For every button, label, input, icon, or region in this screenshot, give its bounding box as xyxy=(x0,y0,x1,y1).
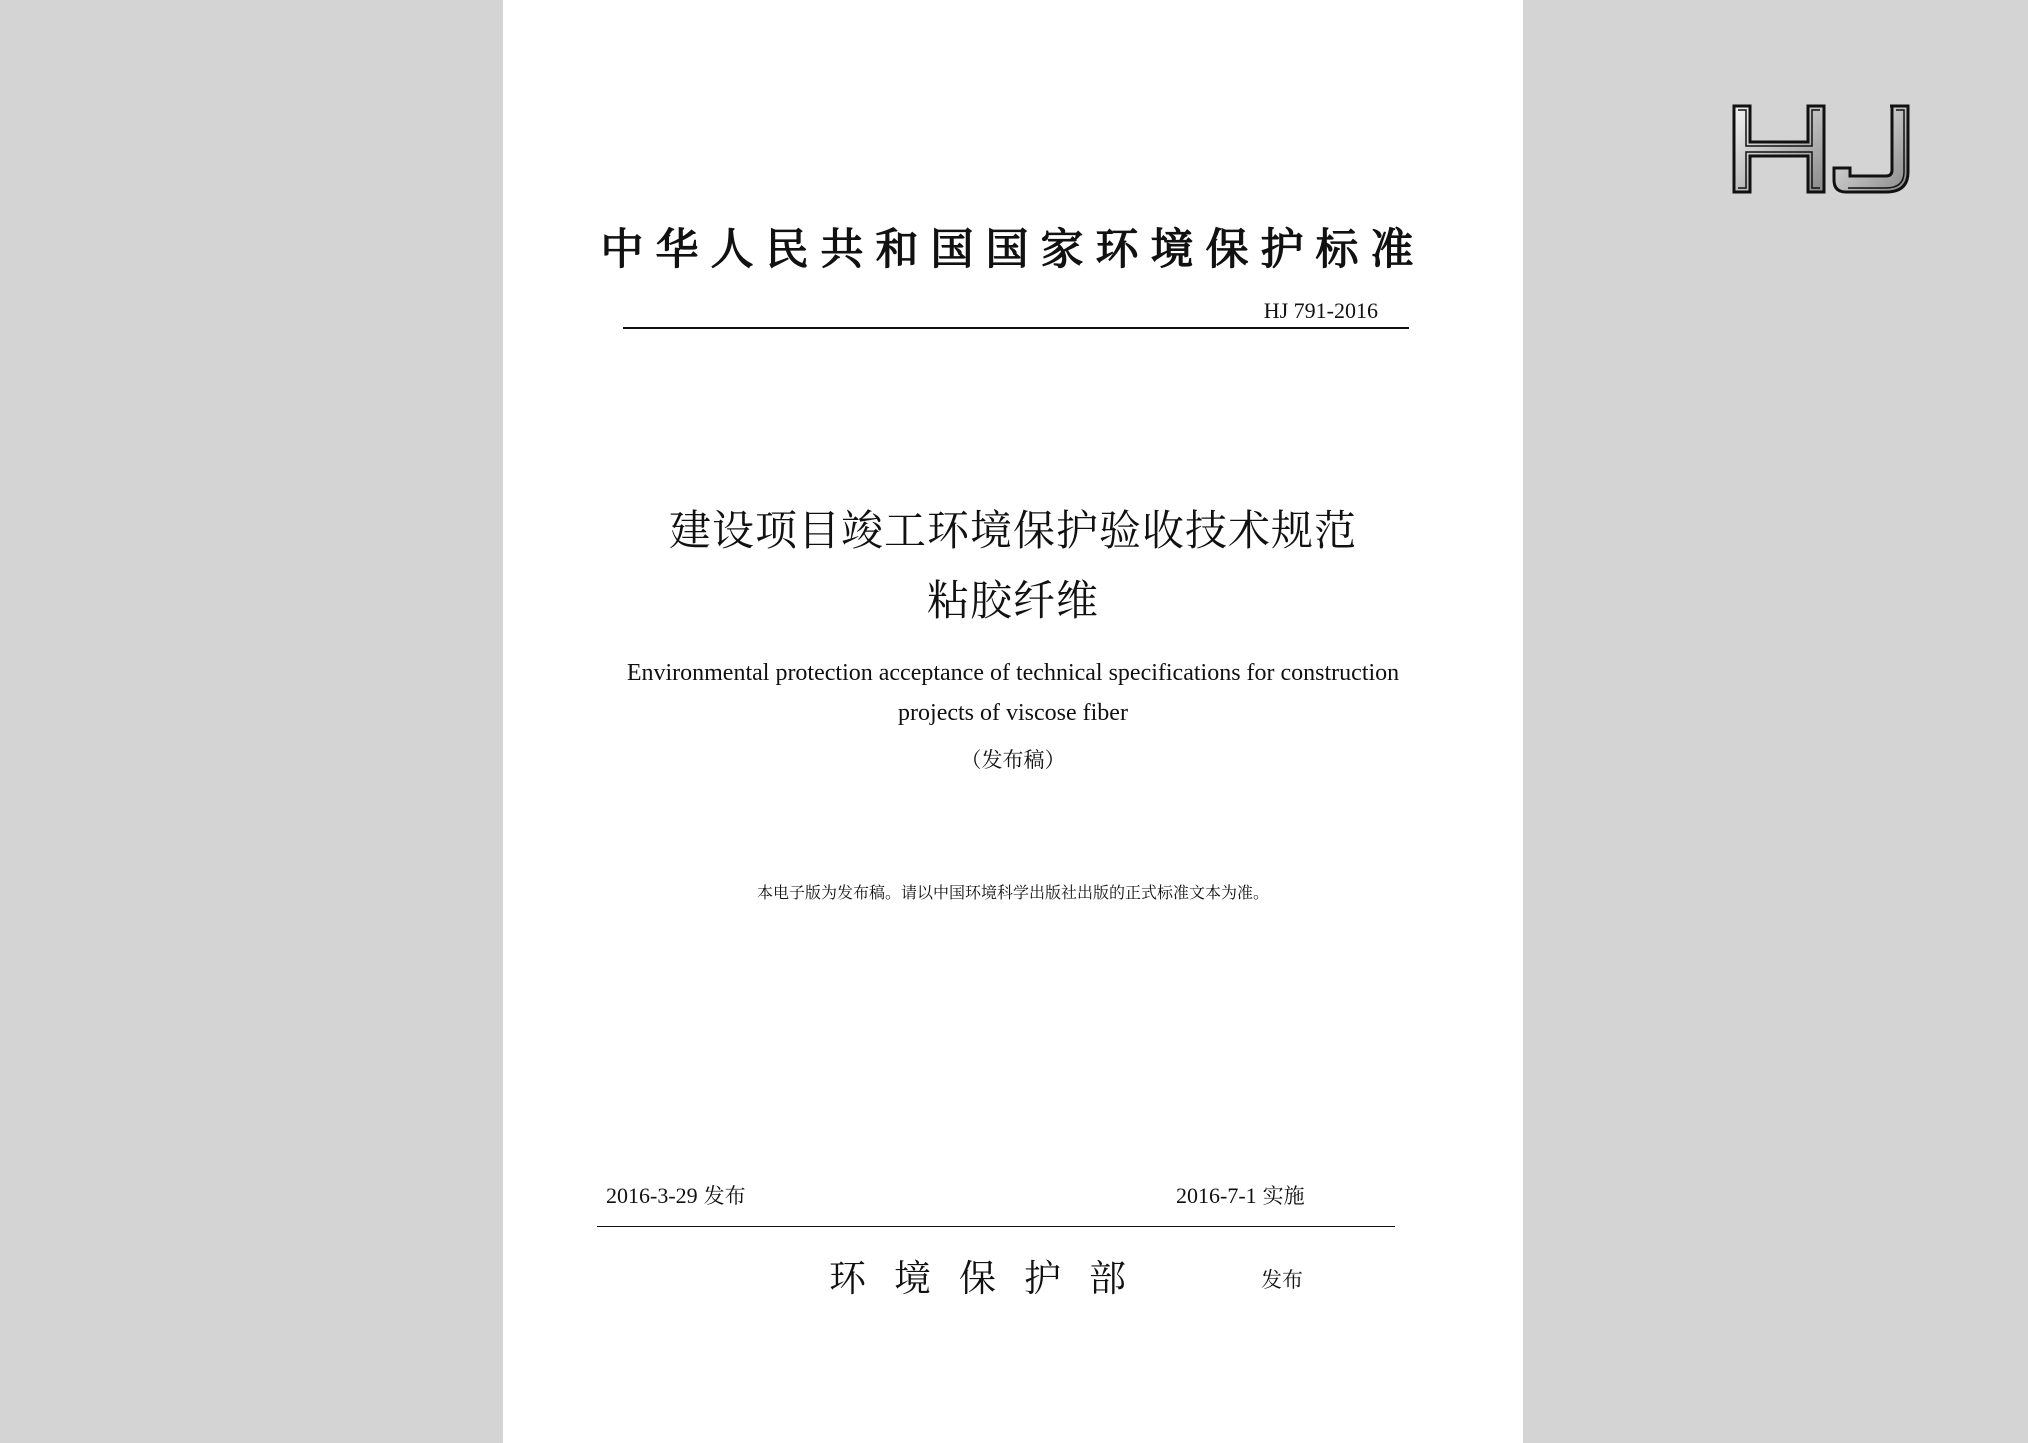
edition-note: 本电子版为发布稿。请以中国环境科学出版社出版的正式标准文本为准。 xyxy=(756,883,1269,902)
title-en-line2: projects of viscose fiber xyxy=(898,700,1128,726)
draft-label: （发布稿） xyxy=(960,748,1066,772)
publisher-name: 环境保护部 xyxy=(829,1257,1154,1300)
standard-organization: 中华人民共和国国家环境保护标准 xyxy=(600,225,1426,275)
standard-number: HJ 791-2016 xyxy=(1263,298,1378,323)
issue-date-suffix: 发布 xyxy=(703,1184,746,1208)
divider-top xyxy=(623,327,1409,329)
title-en-line1: Environmental protection acceptance of technical specifications for construction xyxy=(626,660,1400,686)
divider-bottom xyxy=(597,1226,1395,1227)
hj-logo xyxy=(1232,102,1914,198)
implementation-date xyxy=(1176,1180,1305,1210)
publisher-suffix: 发布 xyxy=(1261,1268,1303,1292)
implementation-date-value: 2016-7-1 xyxy=(1176,1183,1257,1208)
title-cn-line1: 建设项目竣工环境保护验收技术规范 xyxy=(668,506,1357,555)
issue-date-value: 2016-3-29 xyxy=(606,1183,698,1208)
title-cn-line2: 粘胶纤维 xyxy=(926,576,1099,625)
issue-date xyxy=(606,1180,746,1210)
hj-logo-icon xyxy=(1730,102,1914,196)
implementation-date-suffix: 实施 xyxy=(1262,1184,1305,1208)
document-page xyxy=(503,0,1523,1443)
